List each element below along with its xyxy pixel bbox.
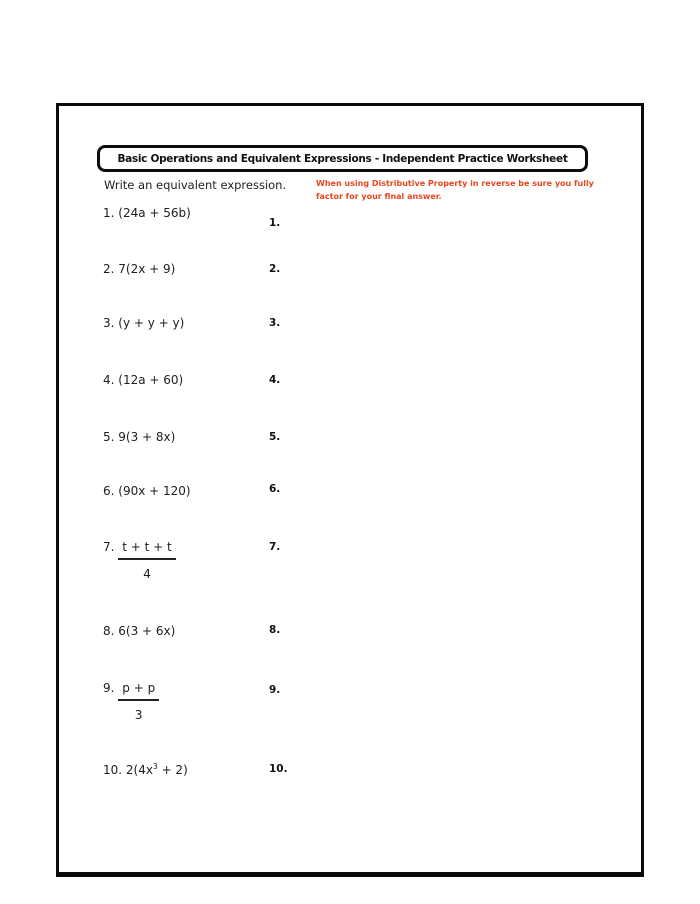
answer-input-area[interactable] bbox=[280, 316, 420, 330]
problem-number: 4. bbox=[103, 373, 119, 387]
answer-input-area[interactable] bbox=[280, 373, 420, 387]
expression-text: 7(2x + 9) bbox=[118, 262, 176, 276]
answer-row-10 bbox=[269, 762, 428, 776]
answer-row-5 bbox=[269, 430, 420, 444]
worksheet-title: Basic Operations and Equivalent Expressions - Independent Practice Worksheet bbox=[117, 152, 568, 165]
problem-number: 1. bbox=[103, 206, 119, 220]
answer-row-9 bbox=[269, 683, 420, 697]
answer-input-area[interactable] bbox=[280, 216, 420, 230]
note-line-2: factor for your final answer. bbox=[316, 192, 442, 201]
expression-text: 2(4x bbox=[125, 763, 153, 777]
problem-number: 9. bbox=[103, 681, 119, 695]
distributive-property-note bbox=[316, 177, 646, 203]
answer-number: 2. bbox=[269, 263, 281, 275]
problem-3-expression bbox=[103, 316, 184, 330]
problem-number: 8. bbox=[103, 624, 119, 638]
expression-text: (12a + 60) bbox=[118, 373, 184, 387]
note-line-1: When using Distributive Property in reverse be sure you fully bbox=[316, 179, 594, 188]
problem-number: 5. bbox=[103, 430, 119, 444]
answer-number: 3. bbox=[269, 317, 281, 329]
answer-number: 8. bbox=[269, 624, 281, 636]
expression-text: + 2) bbox=[157, 763, 188, 777]
problem-number: 2. bbox=[103, 262, 119, 276]
problem-6-expression bbox=[103, 484, 191, 498]
fraction-numerator: t + t + t bbox=[118, 540, 175, 560]
answer-number: 5. bbox=[269, 431, 281, 443]
expression-text: 9(3 + 8x) bbox=[118, 430, 176, 444]
answer-number: 6. bbox=[269, 483, 281, 495]
problem-4-expression bbox=[103, 373, 183, 387]
answer-input-area[interactable] bbox=[288, 762, 428, 776]
instruction-text: Write an equivalent expression. bbox=[104, 178, 287, 192]
expression-text: (y + y + y) bbox=[118, 316, 185, 330]
fraction-denominator: 4 bbox=[143, 567, 151, 581]
answer-row-1 bbox=[269, 216, 420, 230]
answer-row-6 bbox=[269, 482, 420, 496]
answer-input-area[interactable] bbox=[280, 482, 420, 496]
problem-8-expression bbox=[103, 624, 175, 638]
answer-row-2 bbox=[269, 262, 420, 276]
answer-input-area[interactable] bbox=[280, 683, 420, 697]
problem-number: 6. bbox=[103, 484, 119, 498]
fraction-numerator: p + p bbox=[118, 681, 159, 701]
answer-row-7 bbox=[269, 540, 420, 554]
answer-row-4 bbox=[269, 373, 420, 387]
problem-2-expression bbox=[103, 262, 175, 276]
problem-number: 10. bbox=[103, 763, 126, 777]
problem-7-expression bbox=[103, 540, 176, 581]
exponent: 3 bbox=[152, 762, 158, 771]
worksheet-title-box bbox=[97, 145, 588, 172]
answer-row-3 bbox=[269, 316, 420, 330]
fraction-expression bbox=[118, 540, 175, 581]
answer-input-area[interactable] bbox=[280, 623, 420, 637]
problem-9-expression bbox=[103, 681, 159, 722]
answer-input-area[interactable] bbox=[280, 540, 420, 554]
expression-text: (24a + 56b) bbox=[118, 206, 191, 220]
problem-number: 7. bbox=[103, 540, 119, 554]
answer-number: 9. bbox=[269, 684, 281, 696]
answer-number: 10. bbox=[269, 763, 288, 775]
problem-5-expression bbox=[103, 430, 175, 444]
problem-10-expression bbox=[103, 763, 188, 777]
fraction-expression bbox=[118, 681, 159, 722]
problem-1-expression bbox=[103, 206, 191, 220]
fraction-denominator: 3 bbox=[134, 708, 143, 722]
expression-text: (90x + 120) bbox=[118, 484, 191, 498]
answer-number: 7. bbox=[269, 541, 281, 553]
answer-input-area[interactable] bbox=[280, 262, 420, 276]
answer-number: 4. bbox=[269, 374, 281, 386]
problem-number: 3. bbox=[103, 316, 119, 330]
answer-row-8 bbox=[269, 623, 420, 637]
answer-input-area[interactable] bbox=[280, 430, 420, 444]
expression-text: 6(3 + 6x) bbox=[118, 624, 176, 638]
answer-number: 1. bbox=[269, 217, 281, 229]
